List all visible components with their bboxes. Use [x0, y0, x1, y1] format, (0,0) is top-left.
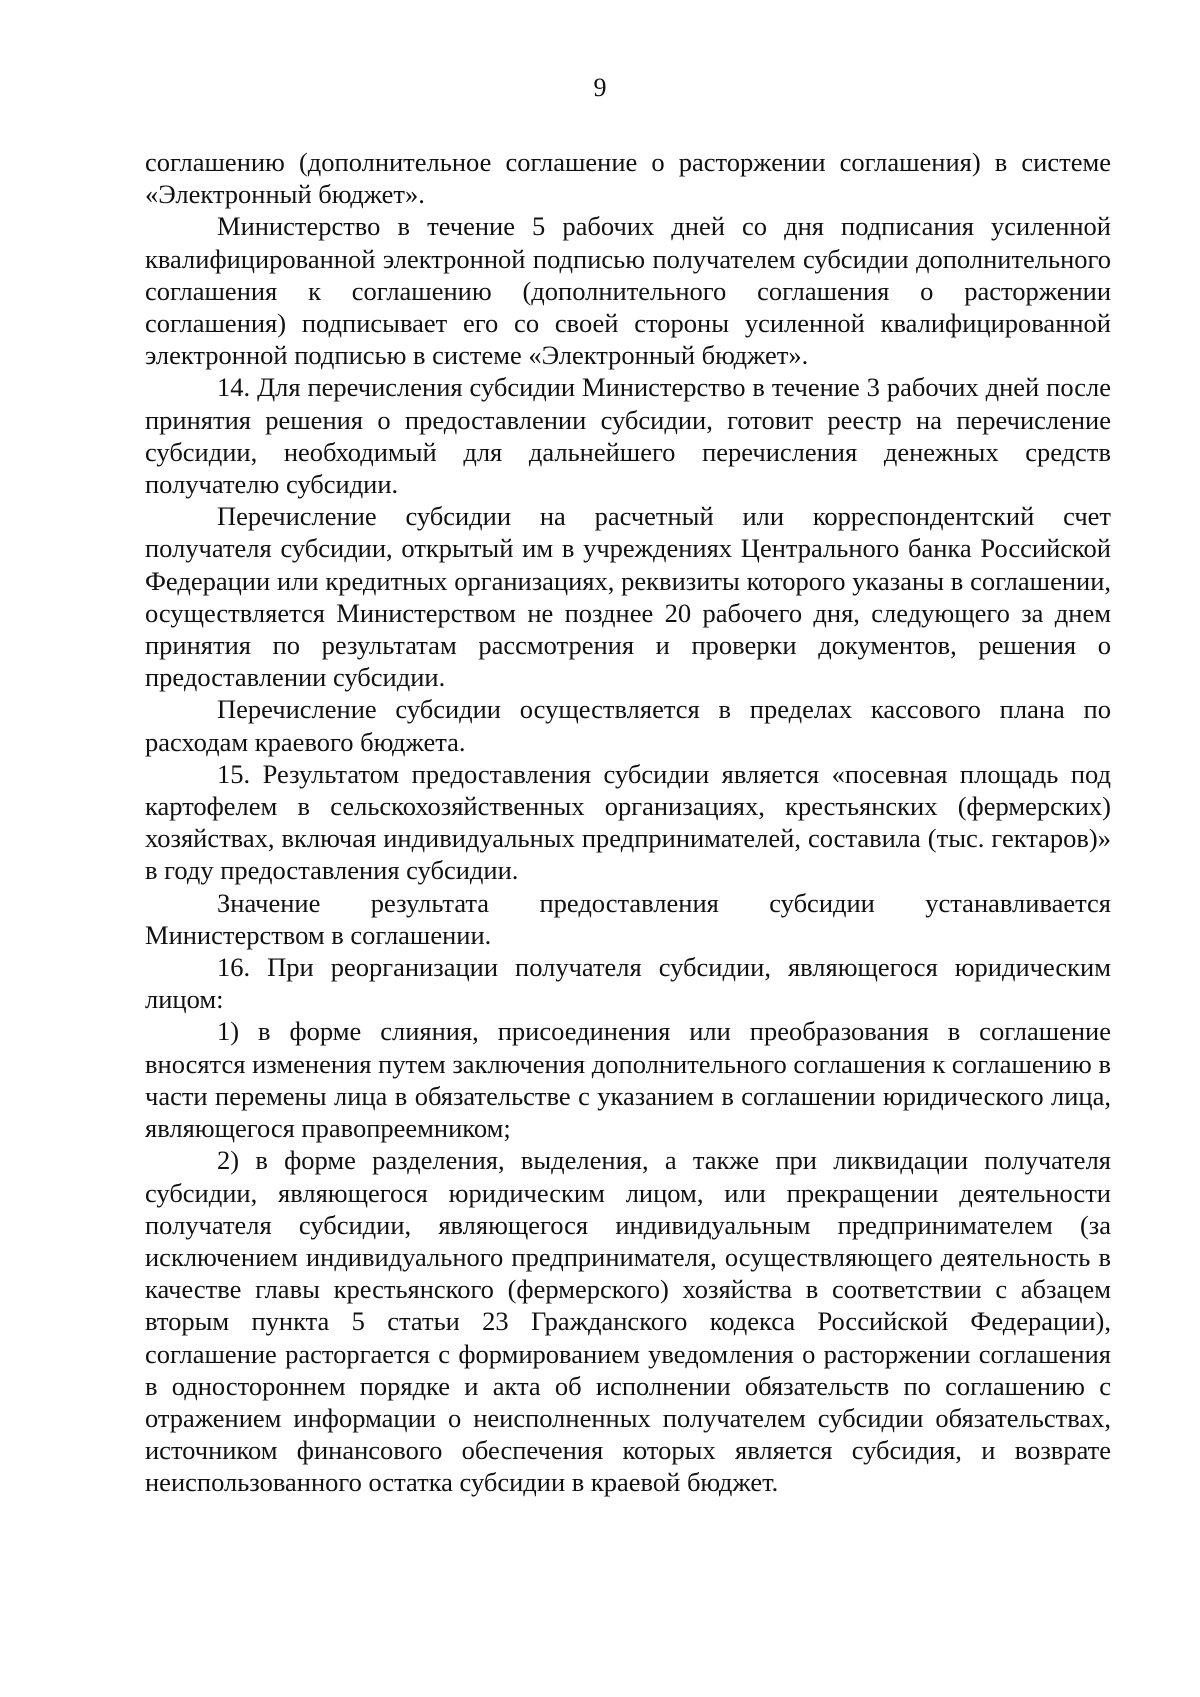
paragraph-item-14: 14. Для перечисления субсидии Министерство в течение 3 рабочих дней после принятия решения о предоставлении субсидии, готовит реестр на перечисление субсидии, необходимый для дальнейшего перечисления денежных средств получателю субсидии. [145, 372, 1111, 500]
paragraph: Перечисление субсидии на расчетный или корреспондентский счет получателя субсидии, открытый им в учреждениях Центрального банка Российской Федерации или кредитных организациях, реквизиты которого указаны в соглашении, осуществляется Министерством не позднее 20 рабочего дня, следующего за днем принятия по результатам рассмотрения и проверки документов, решения о предоставлении субсидии. [145, 501, 1111, 693]
paragraph-item-16: 16. При реорганизации получателя субсидии, являющегося юридическим лицом: [145, 952, 1111, 1015]
paragraph-subitem-1: 1) в форме слияния, присоединения или преобразования в соглашение вносятся изменения путем заключения дополнительного соглашения к соглашению в части перемены лица в обязательстве с указанием в соглашении юридического лица, являющегося правопреемником; [145, 1016, 1111, 1144]
paragraph-item-15: 15. Результатом предоставления субсидии является «посевная площадь под картофелем в сельскохозяйственных организациях, крестьянских (фермерских) хозяйствах, включая индивидуальных предпринимателей, составила (тыс. гектаров)» в году предоставления субсидии. [145, 758, 1111, 886]
paragraph: Значение результата предоставления субсидии устанавливается Министерством в соглашении. [145, 887, 1111, 950]
paragraph: Министерство в течение 5 рабочих дней со дня подписания усиленной квалифицированной электронной подписью получателем субсидии дополнительного соглашения к соглашению (дополнительного соглашения о расторжении соглашения) подписывает его со своей стороны усиленной квалифицированной электронной подписью в системе «Электронный бюджет». [145, 211, 1111, 371]
paragraph-subitem-2: 2) в форме разделения, выделения, а также при ликвидации получателя субсидии, являющегося юридическим лицом, или прекращении деятельности получателя субсидии, являющегося индивидуальным предпринимателем (за исключением индивидуального предпринимателя, осуществляющего деятельность в качестве главы крестьянского (фермерского) хозяйства в соответствии с абзацем вторым пункта 5 статьи 23 Гражданского кодекса Российской Федерации), соглашение расторгается с формированием уведомления о расторжении соглашения в одностороннем порядке и акта об исполнении обязательств по соглашению с отражением информации о неисполненных получателем субсидии обязательствах, источником финансового обеспечения которых является субсидия, и возврате неиспользованного остатка субсидии в краевой бюджет. [145, 1145, 1111, 1498]
paragraph-continuation: соглашению (дополнительное соглашение о расторжении соглашения) в системе «Электронный бюджет». [145, 147, 1111, 210]
paragraph: Перечисление субсидии осуществляется в пределах кассового плана по расходам краевого бюджета. [145, 694, 1111, 757]
page-number: 9 [593, 73, 607, 102]
document-body [145, 146, 1111, 1499]
